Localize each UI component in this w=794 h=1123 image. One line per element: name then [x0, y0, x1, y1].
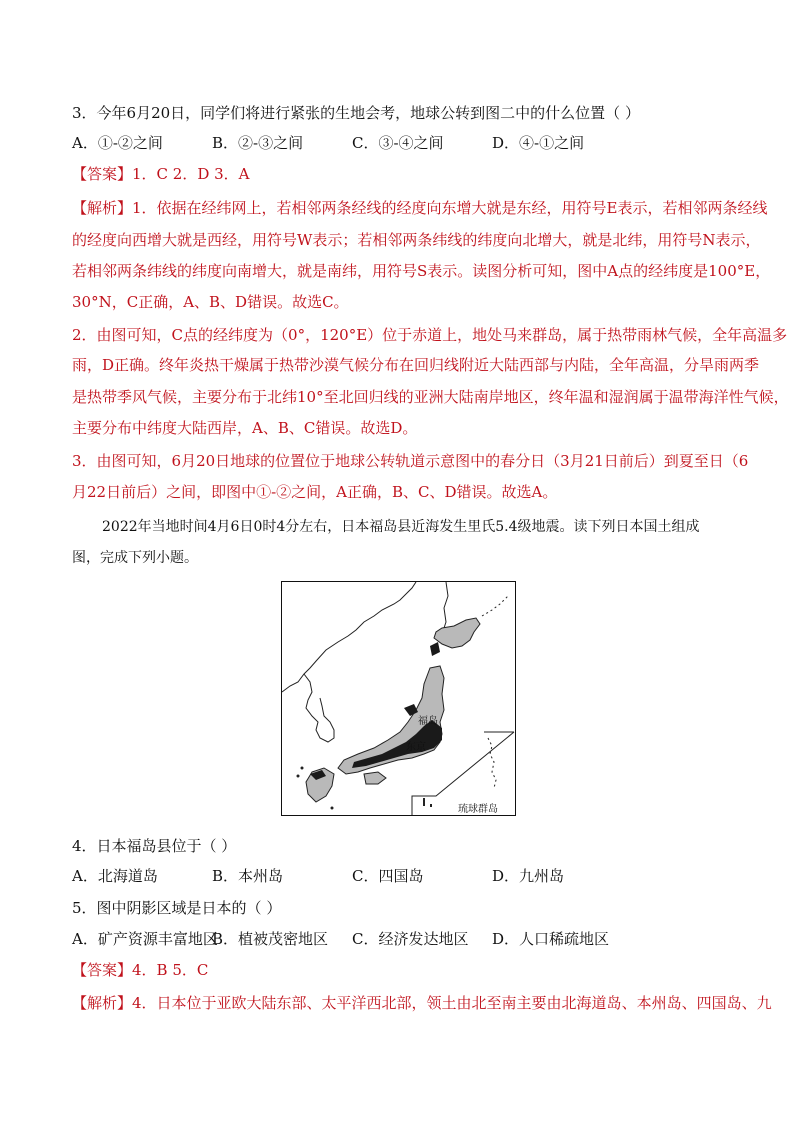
island-dot — [297, 775, 300, 778]
japan-map-drawing — [282, 582, 515, 815]
analysis-line: 若相邻两条纬线的纬度向南增大，就是南纬，用符号S表示。读图分析可知，图中A点的经纬度是100°E， — [72, 262, 771, 280]
q4-stem: 4．日本福岛县位于（ ） — [72, 837, 237, 855]
analysis-line: 的经度向西增大就是西经，用符号W表示；若相邻两条纬线的纬度向北增大，就是北纬，用符号N表示， — [72, 231, 761, 249]
analysis-text: 4．日本位于亚欧大陆东部、太平洋西北部，领土由北至南主要由北海道岛、本州岛、四国岛、九 — [132, 994, 772, 1012]
answer-text: 1．C 2．D 3．A — [132, 165, 250, 183]
q4-option-d: D．九州岛 — [492, 867, 565, 885]
analysis-line: 月22日前后）之间，即图中①-②之间，A正确，B、C、D错误。故选A。 — [72, 483, 558, 501]
q5-option-b: B．植被茂密地区 — [212, 930, 329, 948]
answer-tag: 【答案】 — [72, 165, 133, 183]
analysis-tag: 【解析】 — [72, 994, 133, 1012]
intro-line-1: 2022年当地时间4月6日0时4分左右，日本福岛县近海发生里氏5.4级地震。读下列日本国土组成 — [102, 519, 700, 535]
island-dot — [430, 804, 432, 807]
analysis-line: 2．由图可知，C点的经纬度为（0°，120°E）位于赤道上，地处马来群岛，属于热带雨林气候，全年高温多 — [72, 326, 788, 344]
label-fukushima: 福岛 — [418, 716, 438, 727]
q3-option-d: D．④-①之间 — [492, 134, 585, 152]
analysis-line: 3．由图可知，6月20日地球的位置位于地球公转轨道示意图中的春分日（3月21日前后）到夏至日（6 — [72, 452, 749, 470]
answer-tag: 【答案】 — [72, 961, 133, 979]
korea-coastline — [304, 674, 334, 742]
shikoku-island — [364, 772, 386, 784]
analysis-line: 是热带季风气候，主要分布于北纬10°至北回归线的亚洲大陆南岸地区，终年温和湿润属于温带海洋性气候， — [72, 388, 789, 406]
island-dot — [423, 798, 425, 806]
answer-text: 4．B 5．C — [132, 961, 209, 979]
kuril-islands — [482, 596, 508, 616]
q5-option-d: D．人口稀疏地区 — [492, 930, 610, 948]
q5-option-a: A．矿产资源丰富地区 — [72, 930, 218, 948]
island-dot — [301, 767, 304, 770]
mainland-coastline — [282, 582, 416, 692]
analysis-line: 30°N，C正确，A、B、D错误。故选C。 — [72, 293, 349, 311]
shaded-region — [430, 642, 440, 656]
q5-stem: 5．图中阴影区域是日本的（ ） — [72, 899, 282, 917]
analysis-line — [72, 198, 768, 218]
ryukyu-islands — [488, 738, 496, 788]
q3-option-a: A．①-②之间 — [72, 134, 163, 152]
q3-option-c: C．③-④之间 — [352, 134, 444, 152]
label-ryukyu: 琉球群岛 — [458, 804, 498, 815]
analysis-tag: 【解析】 — [72, 199, 133, 217]
q4-option-a: A．北海道岛 — [72, 867, 158, 885]
japan-map — [281, 581, 516, 816]
q5-option-c: C．经济发达地区 — [352, 930, 469, 948]
q3-option-b: B．②-③之间 — [212, 134, 304, 152]
intro-line-2: 图，完成下列小题。 — [72, 550, 198, 566]
analysis-line: 雨，D正确。终年炎热干燥属于热带沙漠气候分布在回归线附近大陆西部与内陆，全年高温，分旱雨两季 — [72, 356, 760, 374]
analysis-line — [72, 993, 772, 1013]
answer-block-2 — [72, 960, 208, 980]
label-tokyo: 东京 — [406, 742, 426, 753]
q4-option-b: B．本州岛 — [212, 867, 284, 885]
q4-option-c: C．四国岛 — [352, 867, 424, 885]
q3-stem: 3．今年6月20日，同学们将进行紧张的生地会考，地球公转到图二中的什么位置（ ） — [72, 104, 640, 122]
island-dot — [331, 807, 334, 810]
answer-block-1 — [72, 164, 250, 184]
analysis-text: 1．依据在经纬网上，若相邻两条经线的经度向东增大就是东经，用符号E表示，若相邻两条经线 — [132, 199, 768, 217]
analysis-line: 主要分布中纬度大陆西岸，A、B、C错误。故选D。 — [72, 419, 418, 437]
hokkaido-island — [434, 618, 480, 648]
